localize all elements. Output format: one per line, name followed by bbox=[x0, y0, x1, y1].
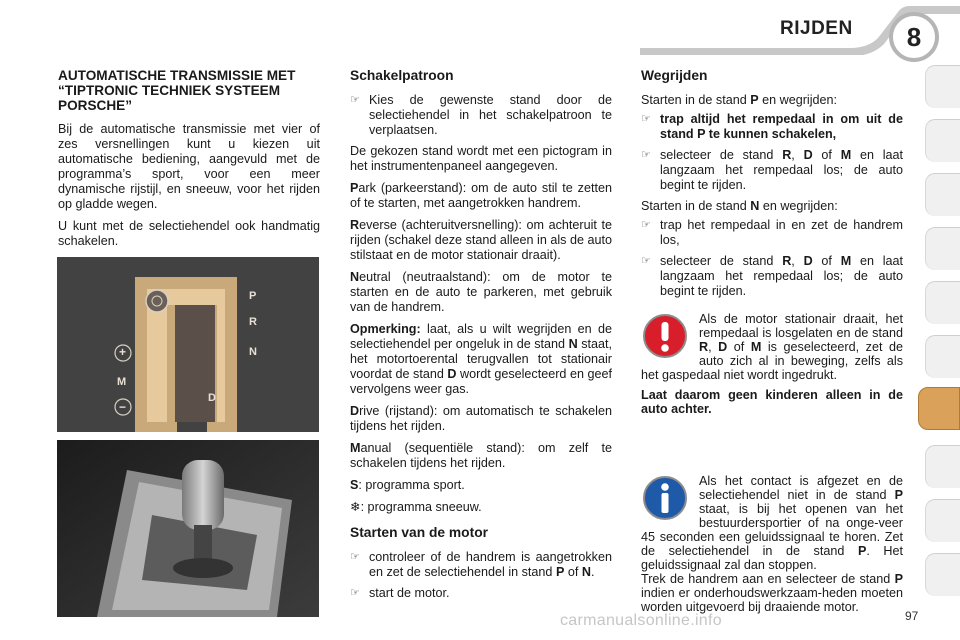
chapter-tab-active[interactable] bbox=[918, 387, 960, 430]
warning-icon bbox=[641, 312, 693, 364]
chapter-tab[interactable] bbox=[925, 335, 960, 378]
paragraph-neutral: Neutral (neutraalstand): om de motor te starten en de auto te parkeren, met gebruik van de handrem. bbox=[350, 270, 612, 314]
gear-gate-photo bbox=[57, 257, 319, 432]
pointing-hand-icon: ☞ bbox=[641, 255, 651, 267]
paragraph-sport: S: programma sport. bbox=[350, 478, 465, 492]
warning-text: Als de motor stationair draait, het rempedaal is losgelaten en de stand R, D of M is geselecteerd, zet de auto zich al in beweging, zelfs als het gaspedaal niet wordt ingedrukt. bbox=[641, 312, 903, 382]
info-notice bbox=[641, 474, 903, 620]
warning-bold-text: Laat daarom geen kinderen alleen in de auto achter. bbox=[641, 388, 903, 416]
column-shift-pattern bbox=[350, 62, 612, 607]
paragraph-manual: Manual (sequentiële stand): om zelf te schakelen tijdens het rijden. bbox=[350, 441, 612, 470]
paragraph-reverse: Reverse (achteruitversnelling): om achteruit te rijden (schakel deze stand alleen in als de auto stilstaat en de motor stationair draait). bbox=[350, 218, 612, 262]
intro-paragraph: U kunt met de selectiehendel ook handmatig schakelen. bbox=[58, 219, 320, 248]
pointing-hand-icon: ☞ bbox=[641, 149, 651, 161]
pointing-hand-icon: ☞ bbox=[350, 587, 360, 599]
info-text: Als het contact is afgezet en de selectiehendel niet in de stand P staat, is bij het openen van het bestuurdersportier of na onge-veer 45 seconden een geluidssignaal te horen. Zet de selectiehendel in de stand P. Het geluidssignaal zal dan stoppen. bbox=[641, 474, 903, 572]
page-number: 97 bbox=[905, 609, 919, 623]
section-heading: Wegrijden bbox=[641, 68, 708, 83]
chapter-tab[interactable] bbox=[925, 553, 960, 596]
list-item: ☞ trap het rempedaal in en zet de handrem los, bbox=[641, 218, 903, 247]
info-text: Trek de handrem aan en selecteer de stand P indien er onderhoudswerkzaam-heden moeten worden uitgevoerd bij draaiende motor. bbox=[641, 572, 903, 614]
section-heading: Schakelpatroon bbox=[350, 68, 454, 83]
gate-label-n: N bbox=[249, 346, 257, 358]
gate-label-m: M bbox=[117, 376, 127, 388]
chapter-tab[interactable] bbox=[925, 227, 960, 270]
pointing-hand-icon: ☞ bbox=[350, 551, 360, 563]
intro-paragraph: Bij de automatische transmissie met vier of zes versnellingen kunt u kiezen uit automatische bediening, aangevuld met de programma’s sport, voor een meer dynamische rijstijl, en sneeuw, voor het rijden op gladde wegen. bbox=[58, 122, 320, 211]
list-item: ☞ Kies de gewenste stand door de selectiehendel in het schakelpatroon te verplaatsen. bbox=[350, 93, 612, 137]
list-item: ☞ trap altijd het rempedaal in om uit de stand P te kunnen schakelen, bbox=[641, 112, 903, 141]
pointing-hand-icon: ☞ bbox=[641, 219, 651, 231]
snowflake-icon: ❄ bbox=[350, 500, 361, 514]
paragraph-snow: ❄: programma sneeuw. bbox=[350, 500, 482, 514]
column-driving-off bbox=[641, 62, 903, 305]
info-icon bbox=[641, 474, 693, 526]
gate-label-p: P bbox=[249, 290, 257, 302]
gear-lever-photo bbox=[57, 440, 319, 617]
gate-label-minus: − bbox=[119, 400, 127, 414]
gate-label-r: R bbox=[249, 316, 257, 328]
chapter-title: RIJDEN bbox=[780, 18, 853, 39]
warning-notice bbox=[641, 312, 903, 422]
chapter-tab[interactable] bbox=[925, 65, 960, 108]
paragraph-park: Park (parkeerstand): om de auto stil te zetten of te starten, met aangetrokken handrem. bbox=[350, 181, 612, 210]
chapter-tab[interactable] bbox=[925, 445, 960, 488]
paragraph-drive: Drive (rijstand): om automatisch te schakelen tijdens het rijden. bbox=[350, 404, 612, 433]
list-item: ☞ start de motor. bbox=[350, 586, 450, 600]
chapter-tab[interactable] bbox=[925, 499, 960, 542]
gate-label-plus: + bbox=[119, 345, 127, 359]
section-heading: Starten van de motor bbox=[350, 525, 488, 540]
gate-label-d: D bbox=[208, 392, 216, 404]
watermark: carmanualsonline.info bbox=[560, 612, 722, 629]
paragraph: De gekozen stand wordt met een pictogram in het instrumentenpaneel aangegeven. bbox=[350, 144, 612, 173]
paragraph: Starten in de stand N en wegrijden: bbox=[641, 199, 838, 213]
chapter-tab[interactable] bbox=[925, 281, 960, 324]
list-item: ☞ selecteer de stand R, D of M en laat langzaam het rempedaal los; de auto begint te rijden. bbox=[641, 254, 904, 298]
list-item: ☞ controleer of de handrem is aangetrokken en zet de selectiehendel in stand P of N. bbox=[350, 550, 612, 579]
chapter-number-badge: 8 bbox=[889, 12, 939, 62]
chapter-tab[interactable] bbox=[925, 173, 960, 216]
paragraph: Starten in de stand P en wegrijden: bbox=[641, 93, 838, 107]
pointing-hand-icon: ☞ bbox=[350, 94, 360, 106]
list-item: ☞ selecteer de stand R, D of M en laat langzaam het rempedaal los; de auto begint te rijden. bbox=[641, 148, 904, 192]
pointing-hand-icon: ☞ bbox=[641, 113, 651, 125]
paragraph-note: Opmerking: laat, als u wilt wegrijden en de selectiehendel per ongeluk in de stand N staat, het motortoerental terugvallen tot stationair voordat de stand D wordt geselecteerd en geef vervolgens weer gas. bbox=[350, 322, 612, 396]
section-heading: AUTOMATISCHE TRANSMISSIE MET “TIPTRONIC TECHNIEK SYSTEEM PORSCHE” bbox=[58, 68, 296, 113]
chapter-tabs bbox=[925, 65, 960, 610]
column-intro bbox=[58, 62, 320, 256]
chapter-tab[interactable] bbox=[925, 119, 960, 162]
